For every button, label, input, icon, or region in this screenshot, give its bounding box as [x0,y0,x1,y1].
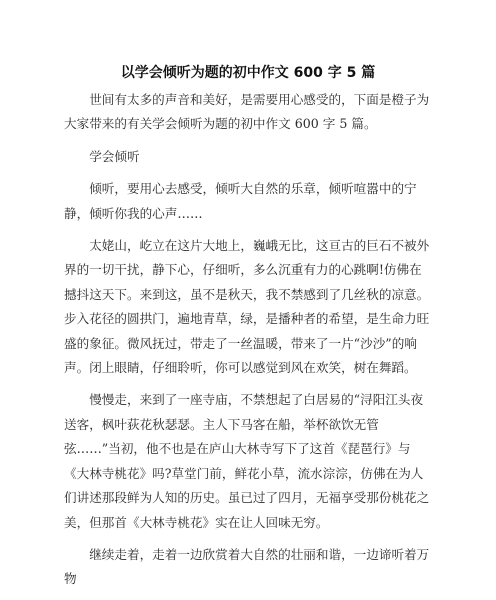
intro-paragraph: 世间有太多的声音和美好，是需要用心感受的，下面是橙子为大家带来的有关学会倾听为题的初中作文 600 字 5 篇。 [64,92,430,132]
document-body [64,88,434,600]
body-paragraph: 倾听，要用心去感受，倾听大自然的乐章，倾听喧嚣中的宁静，倾听你我的心声…… [64,181,417,221]
body-paragraph: 继续走着，走着一边欣赏着大自然的壮丽和谐，一边谛听着万物 [64,546,430,587]
document-title: 以学会倾听为题的初中作文 600 字 5 篇 [120,65,376,81]
section-heading: 学会倾听 [89,148,140,164]
body-paragraph: 慢慢走，来到了一座寺庙，不禁想起了白居易的“浔阳江头夜送客，枫叶荻花秋瑟瑟。主人下马客在船，举杯欲饮无管弦……”当初，他不也是在庐山大林寺写下了这首《琵琶行》与《大林寺桃花》吗?草堂门前，鲜花小草，流水淙淙，仿佛在为人们讲述那段鲜为人知的历史。虽已过了四月，无福享受那份桃花之美，但那首《大林寺桃花》实在让人回味无穷。 [64,392,430,530]
body-paragraph: 太姥山，屹立在这片大地上，巍峨无比，这亘古的巨石不被外界的一切干扰，静下心，仔细听，多么沉重有力的心跳啊!仿佛在撼抖这天下。来到这，虽不是秋天，我不禁感到了几丝秋的凉意。步入花径的圆拱门，遍地青草，绿，是播种者的希望，是生命力旺盛的象征。微风抚过，带走了一丝温暖，带来了一片“沙沙”的响声。闭上眼睛，仔细聆听，你可以感觉到风在欢笑，树在舞蹈。 [64,238,430,376]
